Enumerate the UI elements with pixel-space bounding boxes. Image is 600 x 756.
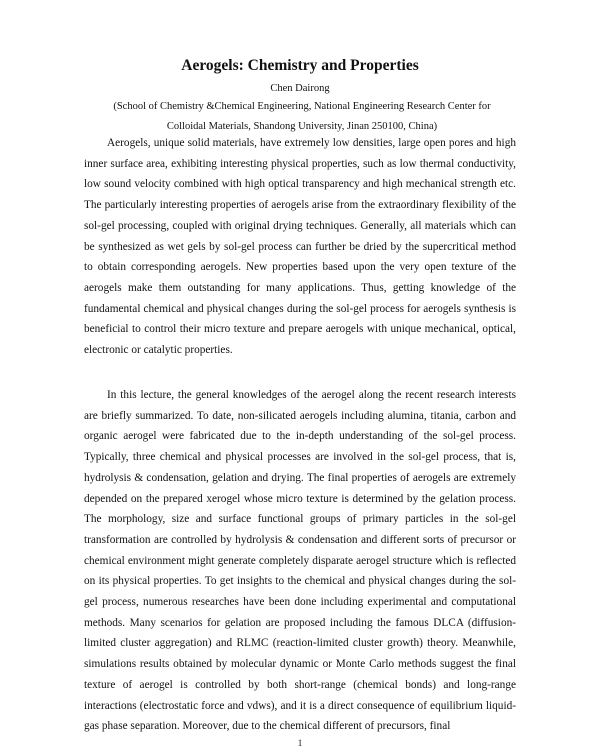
author-affiliation: (School of Chemistry &Chemical Engineering, National Engineering Research Center for Colloidal Materials, Shandong University, Jinan 250100, China) — [113, 101, 491, 132]
author-name: Chen Dairong — [270, 83, 330, 94]
paper-title: Aerogels: Chemistry and Properties — [181, 57, 419, 74]
body-paragraph-2: In this lecture, the general knowledges of the aerogel along the recent research interests are briefly summarized. To date, non-silicated aerogels including alumina, titania, carbon and organic aerogel were fabricated due to the in-depth understanding of the sol-gel process. Typically, three chemical and physical processes are involved in the sol-gel process, that is, hydrolysis & condensation, gelation and drying. The final properties of aerogels are extremely depended on the prepared xerogel whose micro texture is determined by the gelation process. The morphology, size and surface functional groups of primary particles in the sol-gel transformation are controlled by hydrolysis & condensation and different sorts of precursor or chemical environment might generate completely disparate aerogel structure which is reflected on its physical properties. To get insights to the chemical and physical changes during the sol-gel process, numerous researches have been done including experimental and computational methods. Many scenarios for gelation are proposed including the famous DLCA (diffusion-limited cluster aggregation) and RLMC (reaction-limited cluster growth) theory. Meanwhile, simulations results obtained by molecular dynamic or Monte Carlo methods suggest the final texture of aerogel is controlled by both short-range (chemical bonds) and long-range interactions (electrostatic force and vdws), and it is a direct consequence of equilibrium liquid-gas phase separation. Moreover, due to the chemical different of precursors, final — [84, 389, 516, 733]
page-number: 1 — [297, 738, 303, 748]
body-paragraph-1: Aerogels, unique solid materials, have extremely low densities, large open pores and high inner surface area, exhibiting interesting physical properties, such as low thermal conductivity, low sound velocity combined with high optical transparency and high mechanical strength etc. The particularly interesting properties of aerogels arise from the extraordinary flexibility of the sol-gel processing, coupled with original drying techniques. Generally, all materials which can be synthesized as wet gels by sol-gel process can further be dried by the supercritical method to obtain corresponding aerogels. New properties based upon the very open texture of the aerogels make them outstanding for many applications. Thus, getting knowledge of the fundamental chemical and physical changes during the sol-gel process for aerogels synthesis is beneficial to control their micro texture and prepare aerogels with unique mechanical, optical, electronic or catalytic properties. — [84, 137, 516, 357]
